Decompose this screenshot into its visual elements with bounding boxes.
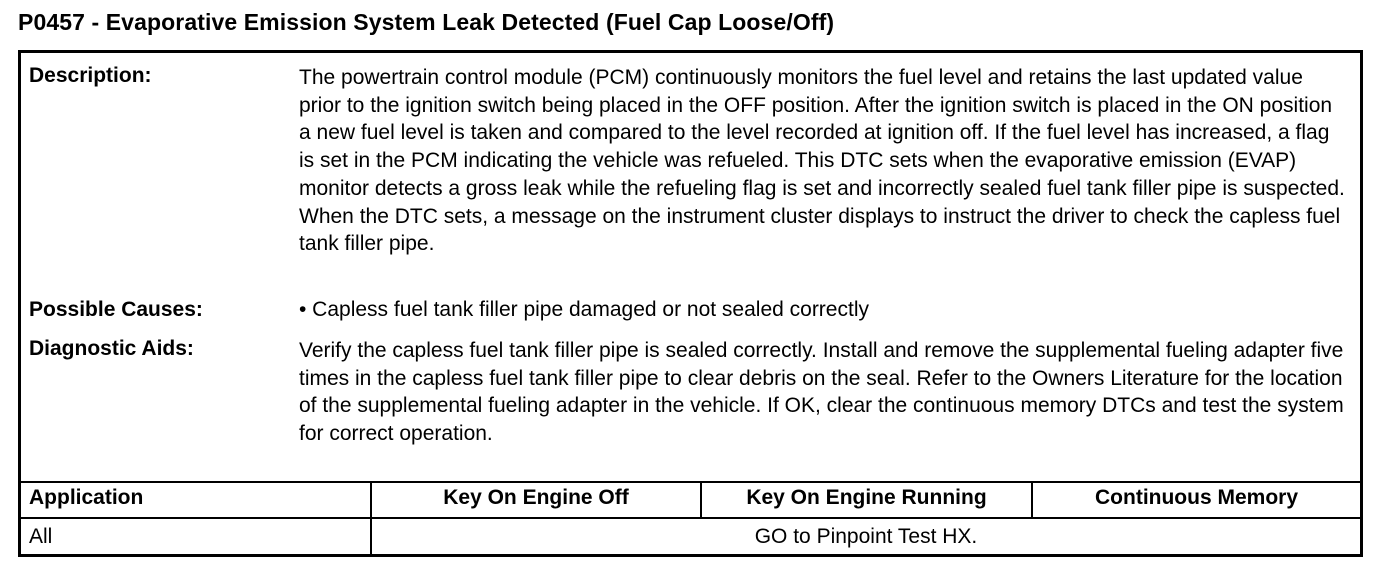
possible-cause-item: • Capless fuel tank filler pipe damaged or not sealed correctly <box>299 298 869 321</box>
table-header-continuous-memory: Continuous Memory <box>1095 486 1298 509</box>
diagnostic-aids-text: Verify the capless fuel tank filler pipe is sealed correctly. Install and remove the supplemental fueling adapter five times in the capless fuel tank filler pipe to clear debris on the seal. Refer to the Owners Literature for the location of the supplemental fueling adapter in the vehicle. If OK, clear the continuous memory DTCs and test the system for correct operation. <box>299 339 1344 446</box>
document-title: P0457 - Evaporative Emission System Leak Detected (Fuel Cap Loose/Off) <box>18 9 835 35</box>
table-cell-application: All <box>29 525 53 548</box>
table-top-border <box>21 481 1360 483</box>
possible-causes-label: Possible Causes: <box>29 298 203 321</box>
description-label: Description: <box>29 64 152 87</box>
table-header-application: Application <box>29 486 144 509</box>
diagnostic-aids-label: Diagnostic Aids: <box>29 337 194 360</box>
table-row-divider <box>21 517 1360 519</box>
description-block <box>21 53 1360 480</box>
table-header-key-on-engine-off: Key On Engine Off <box>443 486 629 509</box>
table-cell-action: GO to Pinpoint Test HX. <box>754 525 978 548</box>
description-text: The powertrain control module (PCM) continuously monitors the fuel level and retains the last updated value prior to the ignition switch being placed in the OFF position. After the ignition switch is placed in the ON position a new fuel level is taken and compared to the level recorded at ignition off. If the fuel level has increased, a flag is set in the PCM indicating the vehicle was refueled. This DTC sets when the evaporative emission (EVAP) monitor detects a gross leak while the refueling flag is set and incorrectly sealed fuel tank filler pipe is suspected. When the DTC sets, a message on the instrument cluster displays to instruct the driver to check the capless fuel tank filler pipe. <box>299 66 1345 256</box>
dtc-frame <box>18 50 1363 557</box>
table-header-key-on-engine-running: Key On Engine Running <box>746 486 987 509</box>
